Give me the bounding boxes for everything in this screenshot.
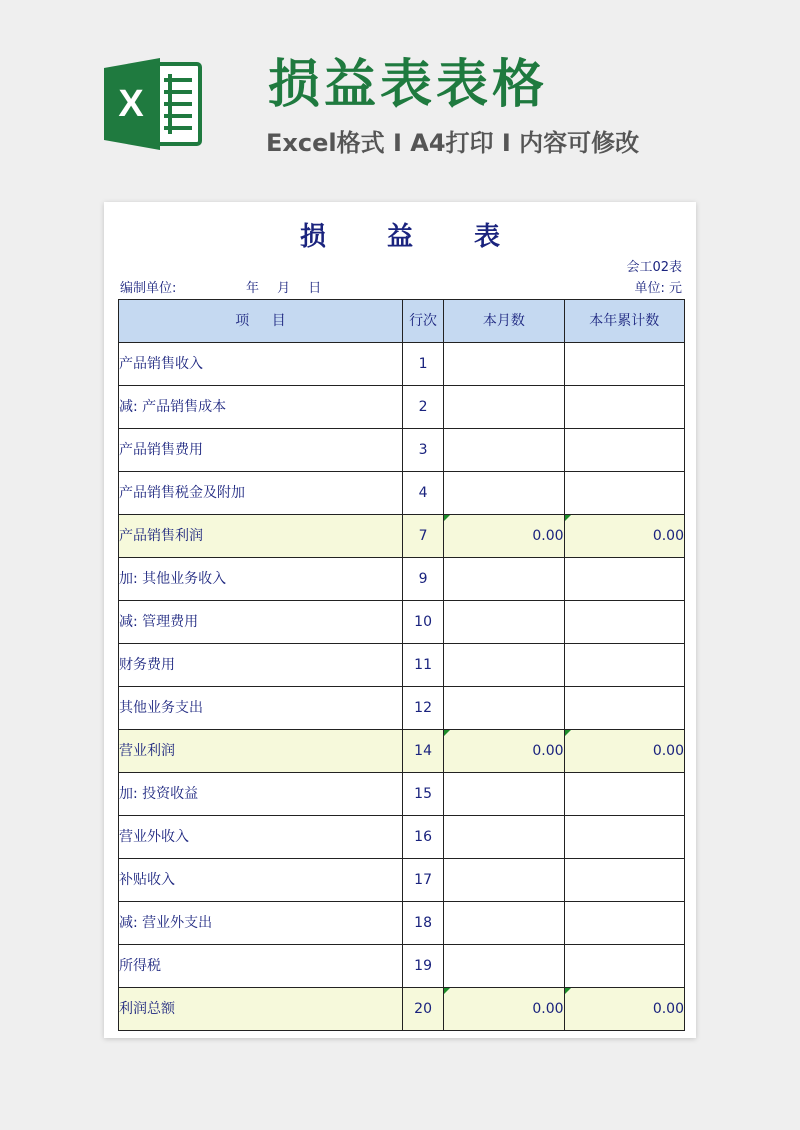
ytd-amount-cell[interactable] <box>564 386 684 429</box>
item-label: 财务费用 <box>119 657 175 673</box>
item-cell[interactable] <box>119 730 403 773</box>
item-cell[interactable] <box>119 816 403 859</box>
ytd-amount-cell[interactable] <box>564 859 684 902</box>
item-cell[interactable] <box>119 945 403 988</box>
banner-title: 损益表表格 <box>268 55 549 115</box>
month-amount-cell[interactable] <box>444 859 564 902</box>
table-row <box>119 429 685 472</box>
line-cell[interactable]: 3 <box>403 429 444 472</box>
item-cell[interactable] <box>119 687 403 730</box>
month-amount-cell[interactable] <box>444 558 564 601</box>
header-row <box>119 300 685 343</box>
income-table <box>118 299 685 1031</box>
date-label: 年 月 日 <box>246 281 322 296</box>
item-label: 营业外收入 <box>119 829 189 845</box>
line-cell[interactable]: 2 <box>403 386 444 429</box>
item-cell[interactable] <box>119 429 403 472</box>
item-cell[interactable] <box>119 988 403 1031</box>
item-cell[interactable] <box>119 472 403 515</box>
month-amount-cell[interactable] <box>444 902 564 945</box>
table-row <box>119 902 685 945</box>
item-label: 产品销售利润 <box>119 528 203 544</box>
banner-subtitle: Excel格式 I A4打印 I 内容可修改 <box>266 129 640 157</box>
ytd-amount-cell[interactable] <box>564 644 684 687</box>
line-cell[interactable]: 17 <box>403 859 444 902</box>
month-amount-cell[interactable] <box>444 429 564 472</box>
item-label: 补贴收入 <box>119 872 175 888</box>
line-cell[interactable]: 9 <box>403 558 444 601</box>
income-statement-sheet <box>104 202 696 1038</box>
month-amount-cell[interactable]: 0.00 <box>444 988 564 1031</box>
month-amount-cell[interactable] <box>444 343 564 386</box>
item-label: 减: 管理费用 <box>119 614 199 630</box>
item-cell[interactable] <box>119 859 403 902</box>
table-row <box>119 687 685 730</box>
ytd-amount-cell[interactable] <box>564 472 684 515</box>
line-cell[interactable]: 19 <box>403 945 444 988</box>
table-row <box>119 859 685 902</box>
month-amount-cell[interactable] <box>444 945 564 988</box>
table-row <box>119 472 685 515</box>
line-cell[interactable]: 12 <box>403 687 444 730</box>
month-amount-cell[interactable]: 0.00 <box>444 515 564 558</box>
item-label: 所得税 <box>119 958 161 974</box>
logo-letter: X <box>118 83 144 125</box>
table-row <box>119 816 685 859</box>
subtotal-row <box>119 988 685 1031</box>
ytd-amount-cell[interactable] <box>564 773 684 816</box>
item-cell[interactable] <box>119 343 403 386</box>
line-cell[interactable]: 1 <box>403 343 444 386</box>
ytd-amount-cell[interactable] <box>564 902 684 945</box>
item-cell[interactable] <box>119 558 403 601</box>
line-cell[interactable]: 16 <box>403 816 444 859</box>
month-amount-cell[interactable] <box>444 644 564 687</box>
month-amount-cell[interactable] <box>444 687 564 730</box>
subtotal-row <box>119 515 685 558</box>
table-row <box>119 558 685 601</box>
form-code: 会工02表 <box>626 260 682 275</box>
unit-label: 单位: 元 <box>634 281 682 296</box>
ytd-amount-cell[interactable] <box>564 343 684 386</box>
ytd-amount-cell[interactable] <box>564 816 684 859</box>
column-header-line: 行次 <box>403 300 444 343</box>
ytd-amount-cell[interactable] <box>564 687 684 730</box>
line-cell[interactable]: 15 <box>403 773 444 816</box>
item-cell[interactable] <box>119 515 403 558</box>
line-cell[interactable]: 20 <box>403 988 444 1031</box>
table-row <box>119 343 685 386</box>
item-label: 加: 投资收益 <box>119 786 199 802</box>
compiler-label: 编制单位: <box>120 281 177 296</box>
item-label: 减: 产品销售成本 <box>119 399 227 415</box>
column-header-month: 本月数 <box>444 300 564 343</box>
item-label: 其他业务支出 <box>119 700 203 716</box>
ytd-amount-cell[interactable]: 0.00 <box>564 988 684 1031</box>
item-label: 减: 营业外支出 <box>119 915 213 931</box>
line-cell[interactable]: 11 <box>403 644 444 687</box>
item-label: 产品销售费用 <box>119 442 203 458</box>
month-amount-cell[interactable]: 0.00 <box>444 730 564 773</box>
ytd-amount-cell[interactable] <box>564 558 684 601</box>
item-label: 营业利润 <box>119 743 175 759</box>
ytd-amount-cell[interactable]: 0.00 <box>564 730 684 773</box>
ytd-amount-cell[interactable]: 0.00 <box>564 515 684 558</box>
item-cell[interactable] <box>119 902 403 945</box>
item-cell[interactable] <box>119 644 403 687</box>
item-cell[interactable] <box>119 773 403 816</box>
line-cell[interactable]: 7 <box>403 515 444 558</box>
table-row <box>119 773 685 816</box>
item-cell[interactable] <box>119 601 403 644</box>
month-amount-cell[interactable] <box>444 773 564 816</box>
line-cell[interactable]: 10 <box>403 601 444 644</box>
excel-logo-icon <box>104 58 202 150</box>
item-cell[interactable] <box>119 386 403 429</box>
item-label: 加: 其他业务收入 <box>119 571 227 587</box>
table-row <box>119 945 685 988</box>
column-header-item: 项 目 <box>119 300 403 343</box>
item-label: 产品销售税金及附加 <box>119 485 245 501</box>
month-amount-cell[interactable] <box>444 601 564 644</box>
table-row <box>119 644 685 687</box>
item-label: 产品销售收入 <box>119 356 203 372</box>
month-amount-cell[interactable] <box>444 386 564 429</box>
sheet-title: 损 益 表 <box>299 222 527 252</box>
month-amount-cell[interactable] <box>444 472 564 515</box>
month-amount-cell[interactable] <box>444 816 564 859</box>
ytd-amount-cell[interactable] <box>564 601 684 644</box>
ytd-amount-cell[interactable] <box>564 429 684 472</box>
item-label: 利润总额 <box>119 1001 175 1017</box>
subtotal-row <box>119 730 685 773</box>
table-row <box>119 386 685 429</box>
line-cell[interactable]: 18 <box>403 902 444 945</box>
line-cell[interactable]: 14 <box>403 730 444 773</box>
table-row <box>119 601 685 644</box>
line-cell[interactable]: 4 <box>403 472 444 515</box>
ytd-amount-cell[interactable] <box>564 945 684 988</box>
column-header-ytd: 本年累计数 <box>564 300 684 343</box>
